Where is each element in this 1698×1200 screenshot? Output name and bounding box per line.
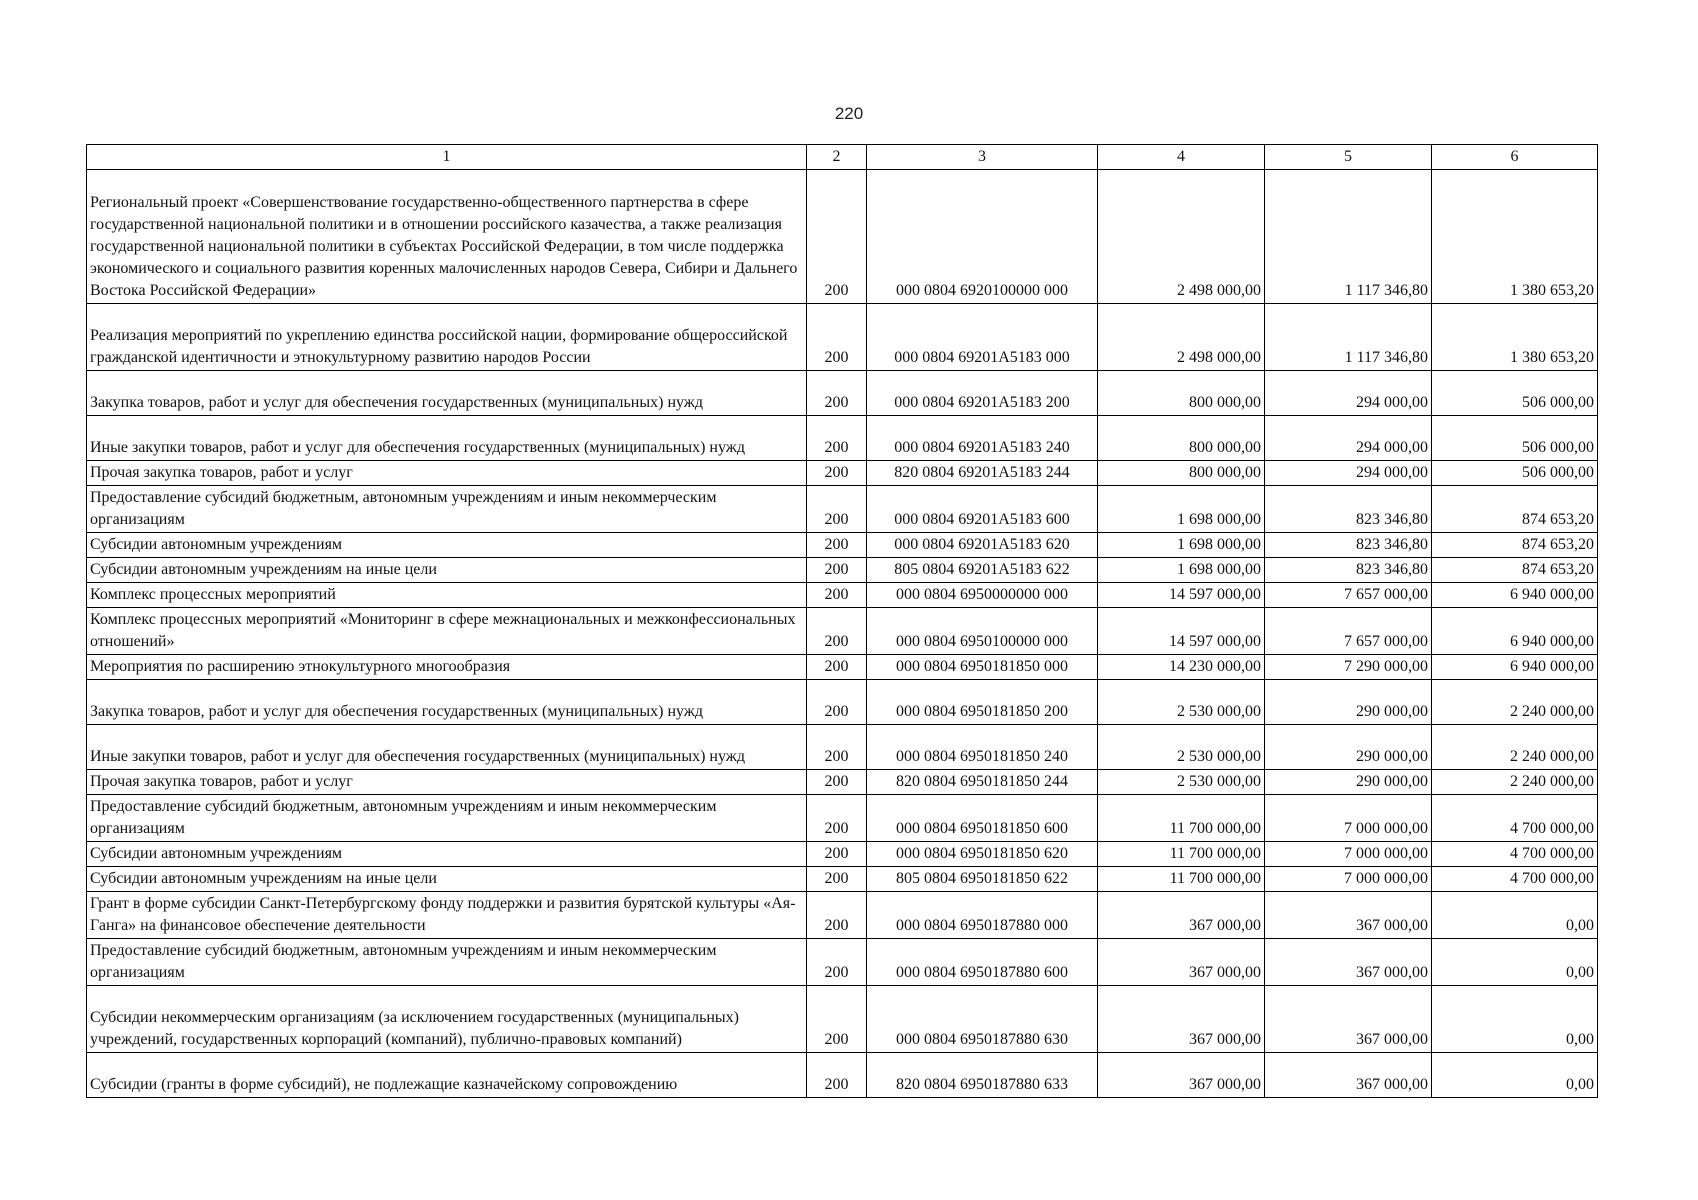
table-row: [87, 939, 1598, 986]
row-value-5-cell: 7 290 000,00: [1265, 655, 1432, 680]
table-row: [87, 680, 1598, 725]
row-value-6-cell: 0,00: [1432, 986, 1598, 1053]
row-name-cell: Мероприятия по расширению этнокультурного многообразия: [87, 655, 807, 680]
row-value-6-cell: 874 653,20: [1432, 533, 1598, 558]
budget-table: [86, 144, 1598, 1098]
row-value-5-cell: 294 000,00: [1265, 416, 1432, 461]
row-name-cell: Региональный проект «Совершенствование государственно-общественного партнерства в сфере государственной национальной политики и в отношении российского казачества, а также реализация государственной национальной политики в субъектах Российской Федерации, в том числе поддержка экономического и социального развития коренных малочисленных народов Севера, Сибири и Дальнего Востока Российской Федерации»: [87, 170, 807, 304]
row-code-cell: 000 0804 6950181850 240: [867, 725, 1098, 770]
table-header-row: [87, 145, 1598, 170]
row-code-cell: 805 0804 69201A5183 622: [867, 558, 1098, 583]
row-value-6-cell: 4 700 000,00: [1432, 795, 1598, 842]
row-admin-cell: 200: [807, 795, 867, 842]
row-value-6-cell: 874 653,20: [1432, 486, 1598, 533]
row-admin-cell: 200: [807, 461, 867, 486]
table-row: [87, 655, 1598, 680]
row-name-cell: Комплекс процессных мероприятий «Мониторинг в сфере межнациональных и межконфессиональных отношений»: [87, 608, 807, 655]
table-row: [87, 867, 1598, 892]
row-value-6-cell: 1 380 653,20: [1432, 170, 1598, 304]
row-value-4-cell: 800 000,00: [1098, 461, 1265, 486]
row-admin-cell: 200: [807, 655, 867, 680]
row-name-cell: Грант в форме субсидии Санкт-Петербургскому фонду поддержки и развития бурятской культуры «Ая-Ганга» на финансовое обеспечение деятельности: [87, 892, 807, 939]
row-admin-cell: 200: [807, 867, 867, 892]
row-value-5-cell: 1 117 346,80: [1265, 170, 1432, 304]
row-value-5-cell: 823 346,80: [1265, 486, 1432, 533]
row-value-6-cell: 506 000,00: [1432, 416, 1598, 461]
row-value-5-cell: 7 657 000,00: [1265, 608, 1432, 655]
row-code-cell: 000 0804 6950181850 600: [867, 795, 1098, 842]
row-admin-cell: 200: [807, 558, 867, 583]
row-value-5-cell: 823 346,80: [1265, 558, 1432, 583]
row-name-cell: Субсидии автономным учреждениям на иные цели: [87, 558, 807, 583]
row-value-4-cell: 14 597 000,00: [1098, 583, 1265, 608]
row-value-6-cell: 6 940 000,00: [1432, 655, 1598, 680]
row-code-cell: 805 0804 6950181850 622: [867, 867, 1098, 892]
row-code-cell: 000 0804 6950187880 600: [867, 939, 1098, 986]
row-value-6-cell: 874 653,20: [1432, 558, 1598, 583]
row-value-4-cell: 11 700 000,00: [1098, 867, 1265, 892]
row-name-cell: Иные закупки товаров, работ и услуг для обеспечения государственных (муниципальных) нужд: [87, 725, 807, 770]
row-admin-cell: 200: [807, 939, 867, 986]
column-header-4: 4: [1098, 145, 1265, 170]
row-value-4-cell: 1 698 000,00: [1098, 486, 1265, 533]
row-admin-cell: 200: [807, 170, 867, 304]
table-row: [87, 371, 1598, 416]
row-name-cell: Закупка товаров, работ и услуг для обеспечения государственных (муниципальных) нужд: [87, 680, 807, 725]
row-name-cell: Предоставление субсидий бюджетным, автономным учреждениям и иным некоммерческим организациям: [87, 795, 807, 842]
page-number: 220: [834, 104, 864, 123]
row-value-5-cell: 294 000,00: [1265, 371, 1432, 416]
table-row: [87, 416, 1598, 461]
row-value-4-cell: 14 597 000,00: [1098, 608, 1265, 655]
row-name-cell: Прочая закупка товаров, работ и услуг: [87, 770, 807, 795]
row-value-4-cell: 14 230 000,00: [1098, 655, 1265, 680]
row-value-4-cell: 2 498 000,00: [1098, 304, 1265, 371]
row-code-cell: 000 0804 6950100000 000: [867, 608, 1098, 655]
row-admin-cell: 200: [807, 770, 867, 795]
row-value-5-cell: 7 657 000,00: [1265, 583, 1432, 608]
row-value-6-cell: 2 240 000,00: [1432, 725, 1598, 770]
row-code-cell: 000 0804 69201A5183 600: [867, 486, 1098, 533]
row-code-cell: 000 0804 6920100000 000: [867, 170, 1098, 304]
row-value-5-cell: 367 000,00: [1265, 892, 1432, 939]
row-value-4-cell: 11 700 000,00: [1098, 842, 1265, 867]
row-value-5-cell: 294 000,00: [1265, 461, 1432, 486]
row-admin-cell: 200: [807, 725, 867, 770]
row-value-4-cell: 367 000,00: [1098, 1053, 1265, 1098]
row-name-cell: Иные закупки товаров, работ и услуг для обеспечения государственных (муниципальных) нужд: [87, 416, 807, 461]
row-value-5-cell: 367 000,00: [1265, 939, 1432, 986]
column-header-1: 1: [87, 145, 807, 170]
row-value-6-cell: 0,00: [1432, 1053, 1598, 1098]
row-value-4-cell: 11 700 000,00: [1098, 795, 1265, 842]
row-admin-cell: 200: [807, 986, 867, 1053]
row-admin-cell: 200: [807, 842, 867, 867]
row-name-cell: Субсидии автономным учреждениям на иные цели: [87, 867, 807, 892]
row-value-5-cell: 7 000 000,00: [1265, 795, 1432, 842]
row-value-5-cell: 823 346,80: [1265, 533, 1432, 558]
row-code-cell: 000 0804 69201A5183 200: [867, 371, 1098, 416]
row-value-6-cell: 1 380 653,20: [1432, 304, 1598, 371]
row-name-cell: Субсидии (гранты в форме субсидий), не подлежащие казначейскому сопровождению: [87, 1053, 807, 1098]
row-admin-cell: 200: [807, 892, 867, 939]
row-value-4-cell: 367 000,00: [1098, 892, 1265, 939]
row-name-cell: Субсидии некоммерческим организациям (за исключением государственных (муниципальных) учреждений, государственных корпораций (компаний), публично-правовых компаний): [87, 986, 807, 1053]
row-value-6-cell: 4 700 000,00: [1432, 867, 1598, 892]
row-value-5-cell: 7 000 000,00: [1265, 867, 1432, 892]
table-row: [87, 892, 1598, 939]
column-header-5: 5: [1265, 145, 1432, 170]
row-value-6-cell: 6 940 000,00: [1432, 583, 1598, 608]
row-value-6-cell: 0,00: [1432, 939, 1598, 986]
row-value-6-cell: 506 000,00: [1432, 371, 1598, 416]
row-name-cell: Предоставление субсидий бюджетным, автономным учреждениям и иным некоммерческим организациям: [87, 939, 807, 986]
row-code-cell: 000 0804 6950187880 000: [867, 892, 1098, 939]
row-value-4-cell: 2 530 000,00: [1098, 725, 1265, 770]
row-admin-cell: 200: [807, 416, 867, 461]
row-value-4-cell: 800 000,00: [1098, 371, 1265, 416]
row-code-cell: 000 0804 6950181850 000: [867, 655, 1098, 680]
row-name-cell: Реализация мероприятий по укреплению единства российской нации, формирование общероссийской гражданской идентичности и этнокультурному развитию народов России: [87, 304, 807, 371]
row-value-4-cell: 800 000,00: [1098, 416, 1265, 461]
row-value-4-cell: 367 000,00: [1098, 939, 1265, 986]
table-row: [87, 304, 1598, 371]
row-code-cell: 000 0804 6950181850 200: [867, 680, 1098, 725]
table-row: [87, 770, 1598, 795]
row-admin-cell: 200: [807, 608, 867, 655]
row-name-cell: Предоставление субсидий бюджетным, автономным учреждениям и иным некоммерческим организациям: [87, 486, 807, 533]
row-code-cell: 000 0804 69201A5183 000: [867, 304, 1098, 371]
table-row: [87, 461, 1598, 486]
table-row: [87, 583, 1598, 608]
row-code-cell: 000 0804 6950181850 620: [867, 842, 1098, 867]
table-row: [87, 558, 1598, 583]
row-code-cell: 000 0804 6950000000 000: [867, 583, 1098, 608]
row-value-4-cell: 1 698 000,00: [1098, 533, 1265, 558]
row-value-5-cell: 290 000,00: [1265, 725, 1432, 770]
row-name-cell: Комплекс процессных мероприятий: [87, 583, 807, 608]
row-value-4-cell: 1 698 000,00: [1098, 558, 1265, 583]
row-value-4-cell: 2 498 000,00: [1098, 170, 1265, 304]
row-value-6-cell: 506 000,00: [1432, 461, 1598, 486]
row-value-4-cell: 2 530 000,00: [1098, 680, 1265, 725]
row-value-5-cell: 1 117 346,80: [1265, 304, 1432, 371]
row-value-5-cell: 367 000,00: [1265, 986, 1432, 1053]
row-value-5-cell: 7 000 000,00: [1265, 842, 1432, 867]
table-row: [87, 533, 1598, 558]
column-header-6: 6: [1432, 145, 1598, 170]
row-admin-cell: 200: [807, 1053, 867, 1098]
row-value-6-cell: 6 940 000,00: [1432, 608, 1598, 655]
row-code-cell: 820 0804 6950187880 633: [867, 1053, 1098, 1098]
row-admin-cell: 200: [807, 583, 867, 608]
row-value-6-cell: 0,00: [1432, 892, 1598, 939]
row-value-5-cell: 290 000,00: [1265, 680, 1432, 725]
row-name-cell: Субсидии автономным учреждениям: [87, 533, 807, 558]
row-name-cell: Прочая закупка товаров, работ и услуг: [87, 461, 807, 486]
table-row: [87, 170, 1598, 304]
row-admin-cell: 200: [807, 486, 867, 533]
table-row: [87, 986, 1598, 1053]
table-row: [87, 608, 1598, 655]
table-row: [87, 1053, 1598, 1098]
row-code-cell: 000 0804 69201A5183 620: [867, 533, 1098, 558]
table-row: [87, 842, 1598, 867]
row-admin-cell: 200: [807, 371, 867, 416]
row-value-6-cell: 2 240 000,00: [1432, 770, 1598, 795]
row-code-cell: 820 0804 6950181850 244: [867, 770, 1098, 795]
column-header-3: 3: [867, 145, 1098, 170]
table-row: [87, 725, 1598, 770]
row-admin-cell: 200: [807, 680, 867, 725]
row-admin-cell: 200: [807, 304, 867, 371]
row-code-cell: 000 0804 69201A5183 240: [867, 416, 1098, 461]
row-value-6-cell: 2 240 000,00: [1432, 680, 1598, 725]
table-row: [87, 486, 1598, 533]
row-code-cell: 000 0804 6950187880 630: [867, 986, 1098, 1053]
table-row: [87, 795, 1598, 842]
row-value-6-cell: 4 700 000,00: [1432, 842, 1598, 867]
row-name-cell: Закупка товаров, работ и услуг для обеспечения государственных (муниципальных) нужд: [87, 371, 807, 416]
row-value-5-cell: 290 000,00: [1265, 770, 1432, 795]
column-header-2: 2: [807, 145, 867, 170]
row-admin-cell: 200: [807, 533, 867, 558]
row-value-4-cell: 2 530 000,00: [1098, 770, 1265, 795]
row-code-cell: 820 0804 69201A5183 244: [867, 461, 1098, 486]
row-value-4-cell: 367 000,00: [1098, 986, 1265, 1053]
row-value-5-cell: 367 000,00: [1265, 1053, 1432, 1098]
row-name-cell: Субсидии автономным учреждениям: [87, 842, 807, 867]
